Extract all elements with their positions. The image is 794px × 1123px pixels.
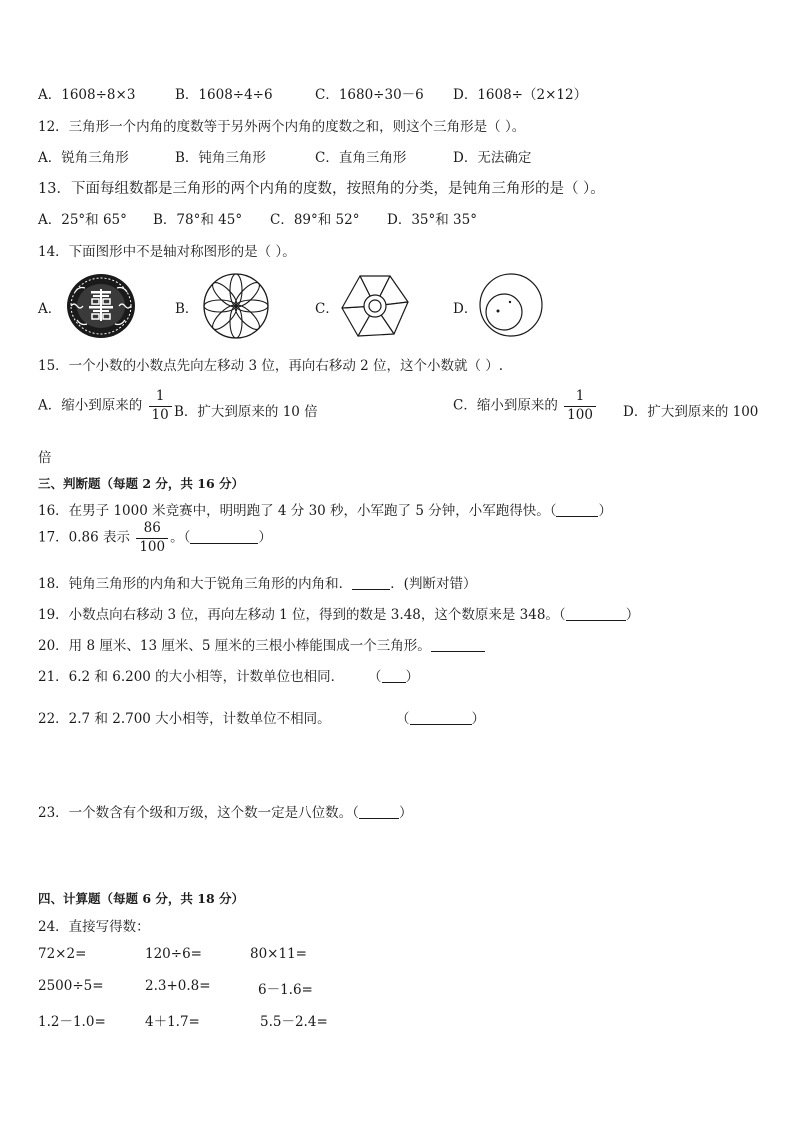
q16 — [38, 499, 612, 519]
q13-stem: 13．下面每组数都是三角形的两个内角的度数，按照角的分类，是钝角三角形的是（ ）。 — [38, 181, 605, 197]
calc-item: 5.5－2.4= — [260, 1014, 328, 1030]
q13-option-c: C．89°和 52° — [270, 212, 360, 228]
q17-prefix: 17．0.86 表示 — [38, 529, 131, 546]
fraction-denominator: 100 — [567, 406, 593, 423]
calc-item: 4＋1.7= — [145, 1014, 200, 1030]
q22 — [38, 707, 331, 727]
q21-stem: 21．6.2 和 6.200 的大小相等，计数单位也相同． — [38, 669, 345, 685]
q15-option-d-continued: 倍 — [38, 450, 52, 466]
q15-option-a-label: A．缩小到原来的 — [38, 397, 143, 414]
hexagonal-pinwheel-icon — [338, 270, 412, 342]
q16-close-paren: ） — [598, 503, 612, 519]
q13-option-d: D．35°和 35° — [387, 212, 477, 228]
q22-close-paren: ） — [471, 711, 485, 727]
q17-suffix: 。（ — [170, 529, 191, 546]
calc-item: 2500÷5= — [38, 978, 104, 994]
q12-option-c: C．直角三角形 — [315, 150, 407, 166]
section3-title: 三、判断题（每题 2 分，共 16 分） — [38, 476, 245, 491]
q15-stem: 15．一个小数的小数点先向左移动 3 位，再向右移动 2 位，这个小数就（ ）. — [38, 358, 504, 374]
section4-title: 四、计算题（每题 6 分，共 18 分） — [38, 891, 245, 906]
q17-answer-blank[interactable] — [190, 531, 258, 544]
q18-stem: 18．钝角三角形的内角和大于锐角三角形的内角和． — [38, 576, 353, 592]
calc-item: 120÷6= — [145, 946, 202, 962]
q14-stem: 14．下面图形中不是轴对称图形的是（ ）。 — [38, 244, 296, 260]
q11-option-a: A．1608÷8×3 — [38, 87, 136, 103]
q15-option-d: D．扩大到原来的 100 — [623, 404, 759, 420]
calc-item: 80×11= — [250, 946, 307, 962]
q21 — [38, 665, 344, 685]
q12-option-a: A．锐角三角形 — [38, 150, 129, 166]
q22-open-paren: （ — [396, 711, 410, 727]
q23-stem: 23．一个数含有个级和万级，这个数一定是八位数。（ — [38, 805, 359, 821]
q11-option-b: B．1608÷4÷6 — [175, 87, 273, 103]
q14-option-c: C． — [315, 301, 339, 317]
q12-stem: 12．三角形一个内角的度数等于另外两个内角的度数之和，则这个三角形是（ ）。 — [38, 119, 526, 135]
q21-open-paren: （ — [368, 669, 382, 685]
q23 — [38, 801, 412, 821]
q17-close-paren: ） — [258, 529, 272, 546]
q19-answer-blank[interactable] — [566, 608, 626, 621]
q11-option-d: D．1608÷（2×12） — [453, 87, 588, 103]
q12-option-d: D．无法确定 — [453, 150, 532, 166]
q14-option-d: D． — [453, 301, 478, 317]
q18 — [38, 572, 476, 592]
calc-item: 72×2= — [38, 946, 87, 962]
q19-close-paren: ） — [625, 607, 640, 623]
q11-option-c: C．1680÷30－6 — [315, 87, 424, 103]
fraction-denominator: 100 — [139, 538, 166, 555]
q18-answer-blank[interactable] — [352, 577, 390, 590]
calc-item: 2.3+0.8= — [145, 978, 211, 994]
q14-option-a: A． — [38, 301, 62, 317]
q21-answer — [368, 665, 419, 685]
circle-with-inner-circle-icon — [478, 272, 544, 338]
q21-close-paren: ） — [405, 669, 419, 685]
q21-answer-blank[interactable] — [382, 670, 406, 683]
q12-option-b: B．钝角三角形 — [175, 150, 266, 166]
calc-item: 1.2－1.0= — [38, 1014, 106, 1030]
q19 — [38, 603, 639, 623]
q15-option-a-fraction — [149, 390, 172, 422]
q18-suffix: ．(判断对错） — [390, 576, 477, 592]
fraction-numerator: 86 — [136, 522, 168, 539]
q20-stem: 20．用 8 厘米、13 厘米、5 厘米的三根小棒能围成一个三角形。 — [38, 638, 431, 654]
q24-stem: 24．直接写得数： — [38, 919, 150, 935]
q13-option-b: B．78°和 45° — [153, 212, 243, 228]
q20-answer-blank[interactable] — [431, 639, 485, 652]
q17-fraction — [136, 522, 168, 554]
q22-stem: 22．2.7 和 2.700 大小相等，计数单位不相同。 — [38, 711, 331, 727]
q16-answer-blank[interactable] — [556, 504, 598, 517]
q15-option-a — [38, 390, 174, 422]
double-happiness-emblem-icon — [65, 272, 137, 340]
calc-item: 6－1.6= — [258, 982, 313, 998]
q15-option-c — [453, 390, 598, 422]
q23-answer-blank[interactable] — [359, 806, 399, 819]
eight-petal-flower-in-circle-icon — [202, 272, 270, 340]
q22-answer — [396, 707, 485, 727]
q14-option-b: B． — [175, 301, 199, 317]
fraction-numerator: 1 — [564, 390, 596, 407]
q22-answer-blank[interactable] — [410, 712, 472, 725]
q13-option-a: A．25°和 65° — [38, 212, 127, 228]
q17 — [38, 522, 272, 554]
q20 — [38, 634, 485, 654]
q16-stem: 16．在男子 1000 米竞赛中，明明跑了 4 分 30 秒，小军跑了 5 分钟，小军跑得快。（ — [38, 503, 557, 519]
fraction-numerator: 1 — [149, 390, 172, 407]
q15-option-c-label: C．缩小到原来的 — [453, 397, 558, 414]
q19-stem: 19．小数点向右移动 3 位，再向左移动 1 位，得到的数是 3.48，这个数原来是 348。（ — [38, 607, 566, 623]
q23-close-paren: ） — [398, 805, 413, 821]
q15-option-b: B．扩大到原来的 10 倍 — [174, 404, 318, 420]
fraction-denominator: 10 — [151, 406, 169, 423]
q15-option-c-fraction — [564, 390, 596, 422]
